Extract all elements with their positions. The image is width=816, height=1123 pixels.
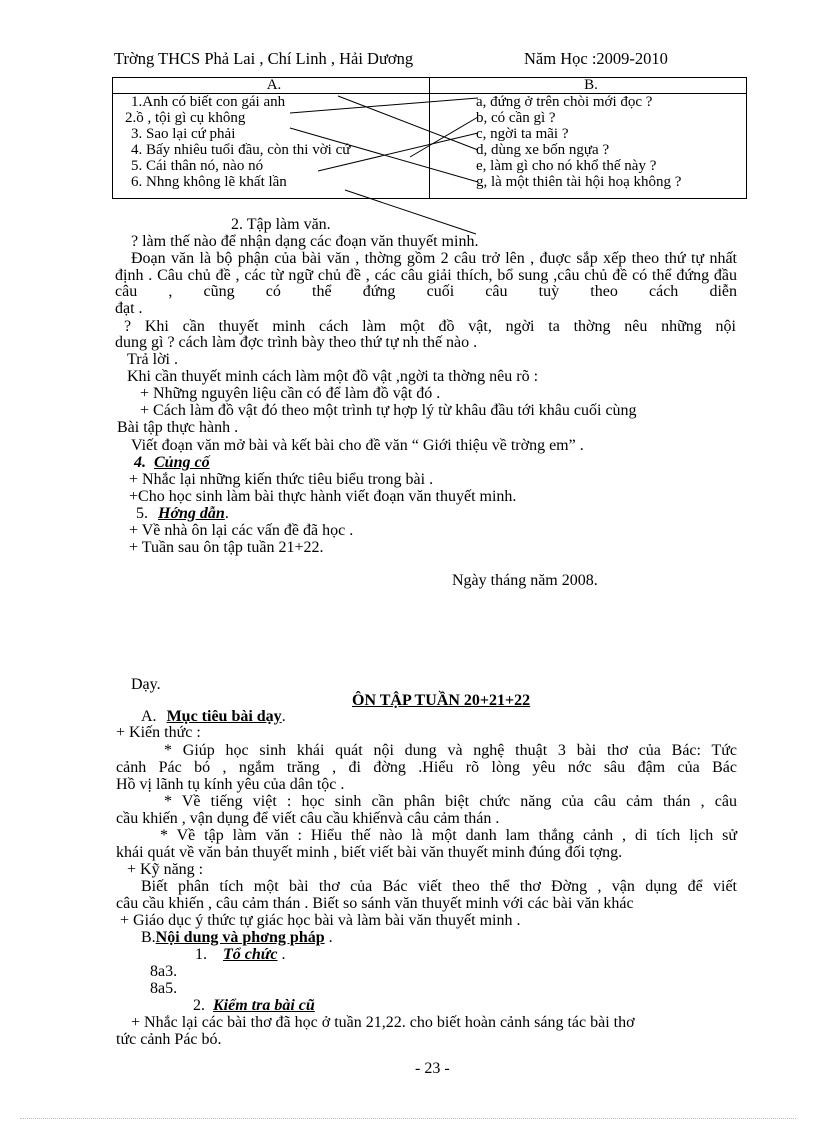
section-title: Hớng dẫn: [158, 505, 225, 522]
paragraph-text: câu cầu khiến , câu cảm thán . Biết so sánh văn thuyết minh với các bài văn khác: [116, 895, 634, 912]
section-heading: 2. Tập làm văn.: [231, 216, 331, 233]
paragraph-text: * Về tiếng việt : học sinh cần phân biệt chức năng của câu cảm thán , câu: [164, 793, 737, 810]
column-b-item: b, có cần gì ?: [476, 110, 556, 126]
paragraph-text: khái quát về văn bản thuyết minh , biết viết bài văn thuyết minh đúng đối tợng.: [116, 844, 623, 861]
column-a-item: 1.Anh có biết con gái anh: [131, 94, 286, 110]
subheading: 2. Kiểm tra bài cũ: [193, 997, 315, 1014]
paragraph-text: tức cảnh Pác bó.: [116, 1031, 222, 1048]
question-text: ? Khi cần thuyết minh cách làm một đồ vật, ngời ta thờng nêu những nội: [124, 318, 736, 335]
column-b-cell: [430, 94, 747, 199]
column-a-item: 2.ồ , tội gì cụ không: [125, 110, 246, 126]
answer-text: Bài tập thực hành .: [117, 419, 239, 436]
header-school: Trờng THCS Phả Lai , Chí Linh , Hải Dương: [114, 49, 414, 68]
section-heading: A. Mục tiêu bài dạy.: [141, 708, 286, 725]
answer-text: + Cách làm đồ vật đó theo một trình tự hợp lý từ khâu đầu tới khâu cuối cùng: [140, 402, 637, 419]
question-text: dung gì ? cách làm đợc trình bày theo thứ tự nh thế nào .: [115, 334, 478, 351]
page-border: [20, 1118, 796, 1119]
paragraph-text: cảnh Pác bó , ngắm trăng , đi đờng .Hiểu rõ lòng yêu nớc sâu đậm của Bác: [116, 759, 737, 776]
column-a-item: 4. Bấy nhiêu tuổi đầu, còn thi vời cứ: [131, 142, 351, 158]
matching-table: [112, 77, 747, 199]
answer-text: + Những nguyên liệu cần có để làm đồ vật đó .: [140, 385, 441, 402]
subheading: + Kiến thức :: [116, 724, 201, 741]
paragraph-text: cầu khiến , vận dụng để viết câu cầu khiếnvà câu cảm thán .: [116, 810, 500, 827]
section-heading: B.Nội dung và phơng pháp .: [141, 929, 333, 946]
paragraph-text: Hồ vị lãnh tụ kính yêu của dân tộc .: [116, 776, 345, 793]
day-label: Dạy.: [131, 676, 161, 693]
subheading: + Kỹ năng :: [127, 861, 204, 878]
section-title: Mục tiêu bài dạy: [166, 708, 282, 725]
subheading: 1. Tổ chức .: [195, 946, 286, 963]
answer-text: Viết đoạn văn mở bài và kết bài cho đề văn “ Giới thiệu về trờng em” .: [131, 437, 584, 454]
column-a-item: 6. Nhng không lẽ khất lần: [131, 174, 287, 190]
section-title: Tổ chức: [223, 946, 278, 963]
paragraph-text: + Giáo dục ý thức tự giác học bài và làm bài văn thuyết minh .: [120, 912, 521, 929]
section-title: Nội dung và phơng pháp: [155, 929, 325, 946]
column-b-item: a, đứng ở trên chòi mới đọc ?: [476, 94, 653, 110]
answer-label: Trả lời .: [127, 351, 178, 368]
paragraph-text: đạt .: [115, 300, 143, 317]
paragraph-text: Đoạn văn là bộ phận của bài văn , thờng gồm 2 câu trở lên , đuợc sắp xếp theo thứ tự nhất định . Câu chủ đề , các từ ngữ chủ đề , các câu giải thích, bổ sung ,câu chủ đề có thể đứng đầu câu , cũng có thể đứng cuối câu tuỳ theo cách diễn: [115, 250, 737, 300]
column-a-cell: [113, 94, 430, 199]
column-b-item: c, ngời ta mãi ?: [476, 126, 569, 142]
section-heading: 5. Hớng dẫn.: [136, 505, 229, 522]
paragraph-text: * Giúp học sinh khái quát nội dung và nghệ thuật 3 bài thơ của Bác: Tức: [164, 742, 737, 759]
section-title: Kiểm tra bài cũ: [213, 997, 315, 1014]
question-text: ? làm thế nào để nhận dạng các đoạn văn thuyết minh.: [131, 233, 479, 250]
header-year: Năm Học :2009-2010: [524, 49, 668, 68]
date-line: Ngày tháng năm 2008.: [452, 572, 598, 589]
lesson-title: ÔN TẬP TUẦN 20+21+22: [352, 692, 531, 709]
section-heading: 4. Củng cố: [134, 454, 210, 471]
column-b-item: g, là một thiên tài hội hoạ không ?: [476, 174, 682, 190]
list-item: + Tuần sau ôn tập tuần 21+22.: [129, 539, 324, 556]
column-a-item: 5. Cái thân nó, nào nó: [131, 158, 264, 174]
paragraph-text: + Nhắc lại các bài thơ đã học ở tuần 21,22. cho biết hoàn cảnh sáng tác bài thơ: [131, 1014, 635, 1031]
list-item: +Cho học sinh làm bài thực hành viết đoạn văn thuyết minh.: [129, 488, 517, 505]
column-b-header: B.: [430, 78, 747, 94]
page-number: - 23 -: [415, 1060, 450, 1077]
column-b-item: d, dùng xe bốn ngựa ?: [476, 142, 610, 158]
list-item: + Nhắc lại những kiến thức tiêu biểu trong bài .: [129, 471, 434, 488]
class-name: 8a3.: [150, 963, 178, 980]
section-title: Củng cố: [154, 454, 210, 471]
list-item: + Về nhà ôn lại các vấn đề đã học .: [129, 522, 354, 539]
answer-text: Khi cần thuyết minh cách làm một đồ vật ,ngời ta thờng nêu rõ :: [127, 368, 539, 385]
column-b-item: e, làm gì cho nó khổ thế này ?: [476, 158, 657, 174]
paragraph-text: Biết phân tích một bài thơ của Bác viết theo thể thơ Đờng , vận dụng để viết: [141, 878, 737, 895]
column-a-header: A.: [113, 78, 430, 94]
class-name: 8a5.: [150, 980, 178, 997]
column-a-item: 3. Sao lại cứ phải: [131, 126, 236, 142]
paragraph-text: * Về tập làm văn : Hiểu thế nào là một danh lam thắng cảnh , di tích lịch sử: [160, 827, 737, 844]
